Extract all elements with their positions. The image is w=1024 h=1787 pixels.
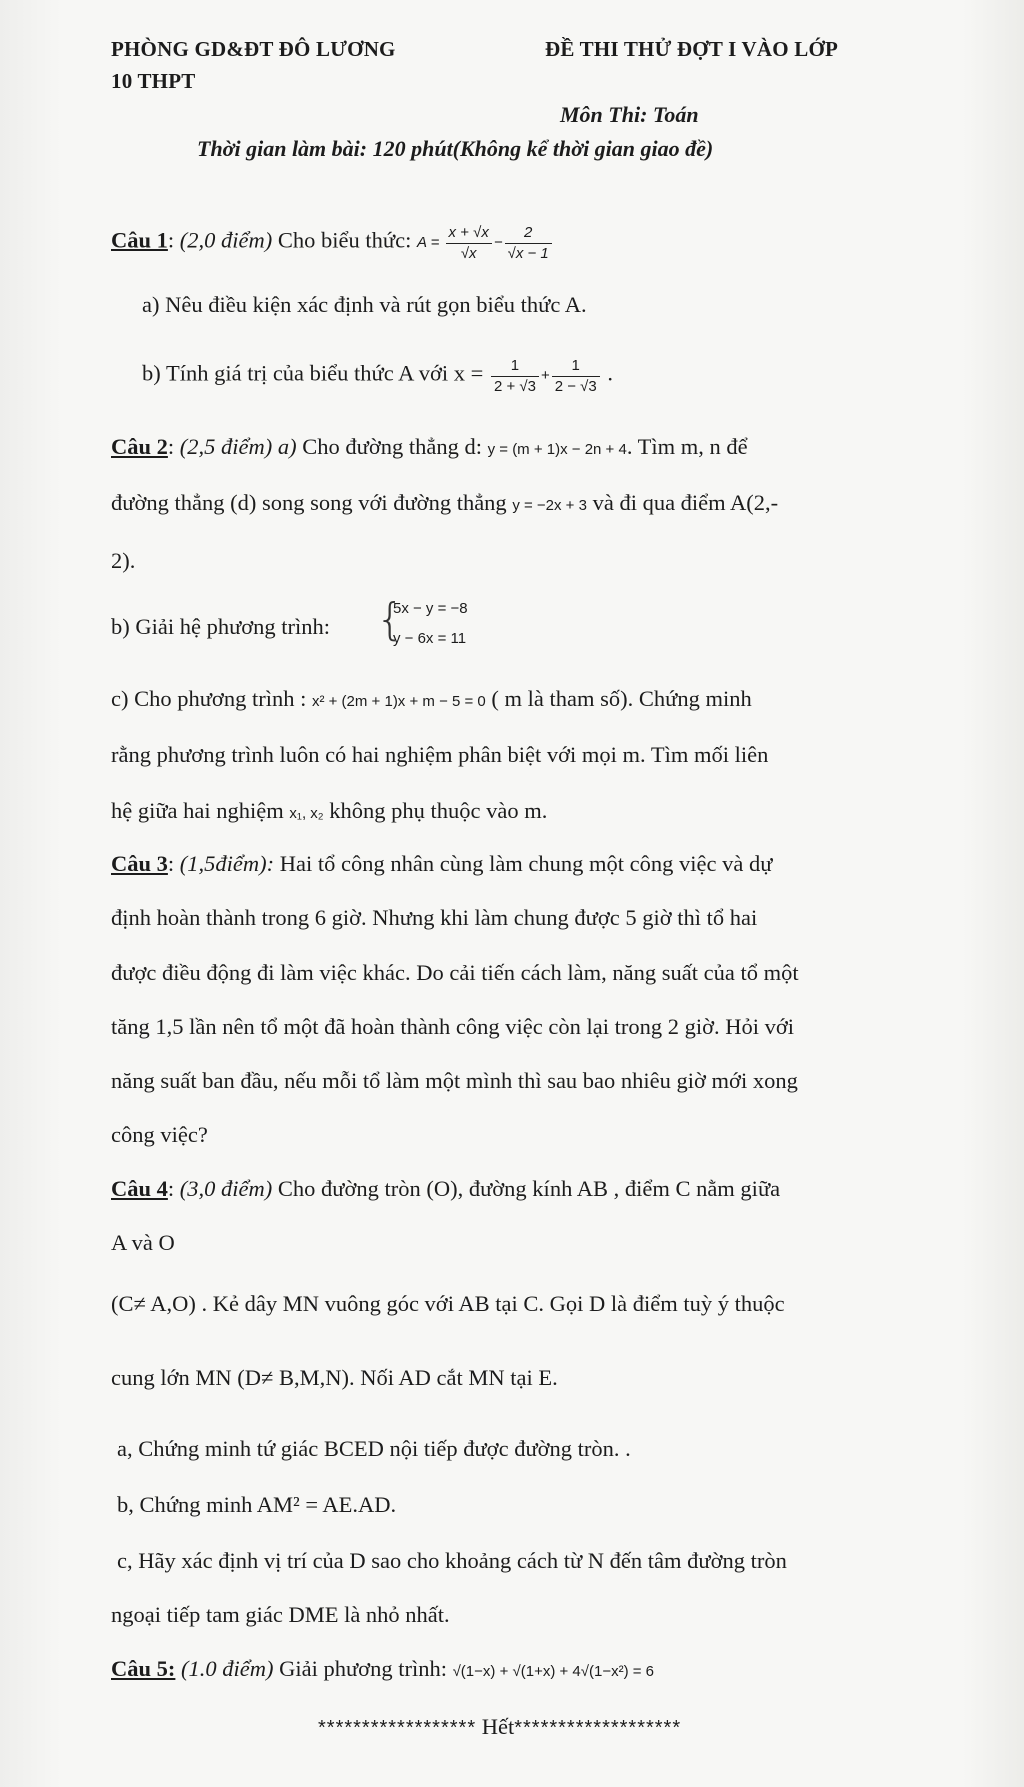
q2-points: (2,5 điểm) a) — [179, 434, 297, 459]
q1-b-f1-num: 1 — [491, 357, 539, 377]
q5-line — [111, 1654, 654, 1687]
q2-quadratic-equation: x² + (2m + 1)x + m − 5 = 0 — [311, 693, 486, 710]
q4-line-3: (C≠ A,O) . Kẻ dây MN vuông góc với AB tại C. Gọi D là điểm tuỳ ý thuộc — [111, 1291, 785, 1316]
q1-f1-num: x + √x — [446, 224, 492, 244]
q4-line-4: cung lớn MN (D≠ B,M,N). Nối AD cắt MN tại E. — [111, 1365, 558, 1390]
header-department: PHÒNG GD&ĐT ĐÔ LƯƠNG — [111, 37, 396, 61]
stars-left: ****************** — [318, 1717, 477, 1739]
q1-b-end: . — [601, 360, 613, 386]
q2-c3-text-b: không phụ thuộc vào m. — [323, 798, 548, 823]
q5-label: Câu 5: — [111, 1656, 176, 1681]
q5-equation: √(1−x) + √(1+x) + 4√(1−x²) = 6 — [452, 1663, 655, 1680]
q4-part-c-line-1: c, Hãy xác định vị trí của D sao cho khoảng cách từ N đến tâm đường tròn — [117, 1548, 787, 1573]
q4-part-a: a, Chứng minh tứ giác BCED nội tiếp được đường tròn. . — [117, 1436, 631, 1461]
q1-b-plus: + — [540, 367, 550, 385]
q2-system-eq-2: y − 6x = 11 — [393, 630, 467, 647]
q1-label: Câu 1 — [111, 227, 168, 253]
q2-roots: x₁, x₂ — [289, 805, 324, 822]
q3-line-6: công việc? — [111, 1122, 208, 1147]
q4-points: (3,0 điểm) — [179, 1176, 273, 1201]
q1-part-b — [142, 357, 613, 396]
q1-fraction-2 — [505, 224, 552, 263]
q3-text-1: Hai tổ công nhân cùng làm chung một công việc và dự — [274, 851, 773, 876]
q1-minus: − — [493, 234, 503, 252]
q2-c-text-b: ( m là tham số). Chứng minh — [485, 686, 752, 711]
q1-b-f2-num: 1 — [552, 357, 600, 377]
q3-line-4: tăng 1,5 lần nên tổ một đã hoàn thành công việc còn lại trong 2 giờ. Hỏi với — [111, 1014, 795, 1039]
q1-points: (2,0 điểm) — [179, 227, 273, 253]
q2-part-c-line-2: rằng phương trình luôn có hai nghiệm phân biệt với mọi m. Tìm mối liên — [111, 742, 769, 767]
q1-part-a: a) Nêu điều kiện xác định và rút gọn biểu thức A. — [142, 292, 587, 317]
q2-system-eq-1: 5x − y = −8 — [393, 600, 468, 617]
q2-system-brace: { — [376, 594, 404, 645]
q1-b-fraction-2 — [552, 357, 600, 396]
q4-label: Câu 4 — [111, 1176, 168, 1201]
q3-line-1 — [111, 849, 772, 879]
q2-colon: : — [167, 434, 180, 459]
q2-line-1 — [111, 432, 748, 465]
q1-line — [111, 224, 554, 263]
stars-right: ******************* — [514, 1717, 682, 1739]
q1-b-f1-den: 2 + √3 — [493, 378, 536, 395]
q2-line-d-equation: y = (m + 1)x − 2n + 4 — [487, 441, 627, 458]
q3-points: (1,5điểm): — [179, 851, 275, 876]
q2-line-2a: đường thẳng (d) song song với đường thẳng — [111, 490, 513, 515]
q1-f2-den: √x − 1 — [507, 245, 549, 262]
q1-expression — [416, 224, 554, 262]
q3-line-2: định hoàn thành trong 6 giờ. Nhưng khi làm chung được 5 giờ thì tổ hai — [111, 905, 758, 930]
header-subject: Môn Thi: Toán — [560, 102, 699, 127]
q2-c3-text-a: hệ giữa hai nghiệm — [111, 798, 290, 823]
q2-line-2 — [111, 488, 778, 521]
q4-line-1 — [111, 1174, 780, 1204]
q3-colon: : — [167, 851, 180, 876]
q1-text: Cho biểu thức: — [272, 227, 417, 253]
q1-part-b-text: b) Tính giá trị của biểu thức A với x = — [142, 360, 489, 386]
end-word: Hết — [476, 1714, 515, 1739]
q2-c-text-a: c) Cho phương trình : — [111, 686, 312, 711]
q2-text-2: . Tìm m, n để — [626, 434, 748, 459]
q1-b-f2-den: 2 − √3 — [554, 378, 597, 395]
q3-line-5: năng suất ban đầu, nếu mỗi tổ làm một mình thì sau bao nhiêu giờ mới xong — [111, 1068, 798, 1093]
q4-text-1: Cho đường tròn (O), đường kính AB , điểm C nằm giữa — [272, 1176, 781, 1201]
q2-line-2b: và đi qua điểm A(2,- — [586, 490, 779, 515]
q2-part-c-line-1 — [111, 684, 752, 717]
q5-points: (1.0 điểm) — [175, 1656, 274, 1681]
q2-parallel-line-equation: y = −2x + 3 — [512, 497, 587, 514]
q2-text-1: Cho đường thẳng d: — [296, 434, 488, 459]
q2-part-c-line-3 — [111, 796, 547, 829]
q5-text: Giải phương trình: — [273, 1656, 453, 1681]
header-duration: Thời gian làm bài: 120 phút(Không kể thời gian giao đề) — [197, 136, 714, 161]
q1-fraction-1 — [446, 224, 492, 263]
q4-part-b: b, Chứng minh AM² = AE.AD. — [117, 1492, 397, 1517]
header-exam-title: ĐỀ THI THỬ ĐỢT I VÀO LỚP — [545, 37, 839, 61]
q1-colon: : — [167, 227, 180, 253]
q1-expr-lhs: A = — [416, 234, 440, 252]
q3-line-3: được điều động đi làm việc khác. Do cải tiến cách làm, năng suất của tổ một — [111, 960, 799, 985]
q4-line-2: A và O — [111, 1230, 175, 1255]
q1-b-expression — [489, 357, 602, 395]
end-marker — [318, 1712, 681, 1743]
q1-f2-num: 2 — [505, 224, 552, 244]
q4-colon: : — [167, 1176, 180, 1201]
header-grade: 10 THPT — [111, 69, 196, 93]
q2-part-b: b) Giải hệ phương trình: — [111, 614, 331, 639]
q1-f1-den: √x — [460, 245, 477, 262]
q3-label: Câu 3 — [111, 851, 168, 876]
q4-part-c-line-2: ngoại tiếp tam giác DME là nhỏ nhất. — [111, 1602, 450, 1627]
q2-label: Câu 2 — [111, 434, 168, 459]
q1-b-fraction-1 — [491, 357, 539, 396]
q2-line-3: 2). — [111, 548, 136, 573]
